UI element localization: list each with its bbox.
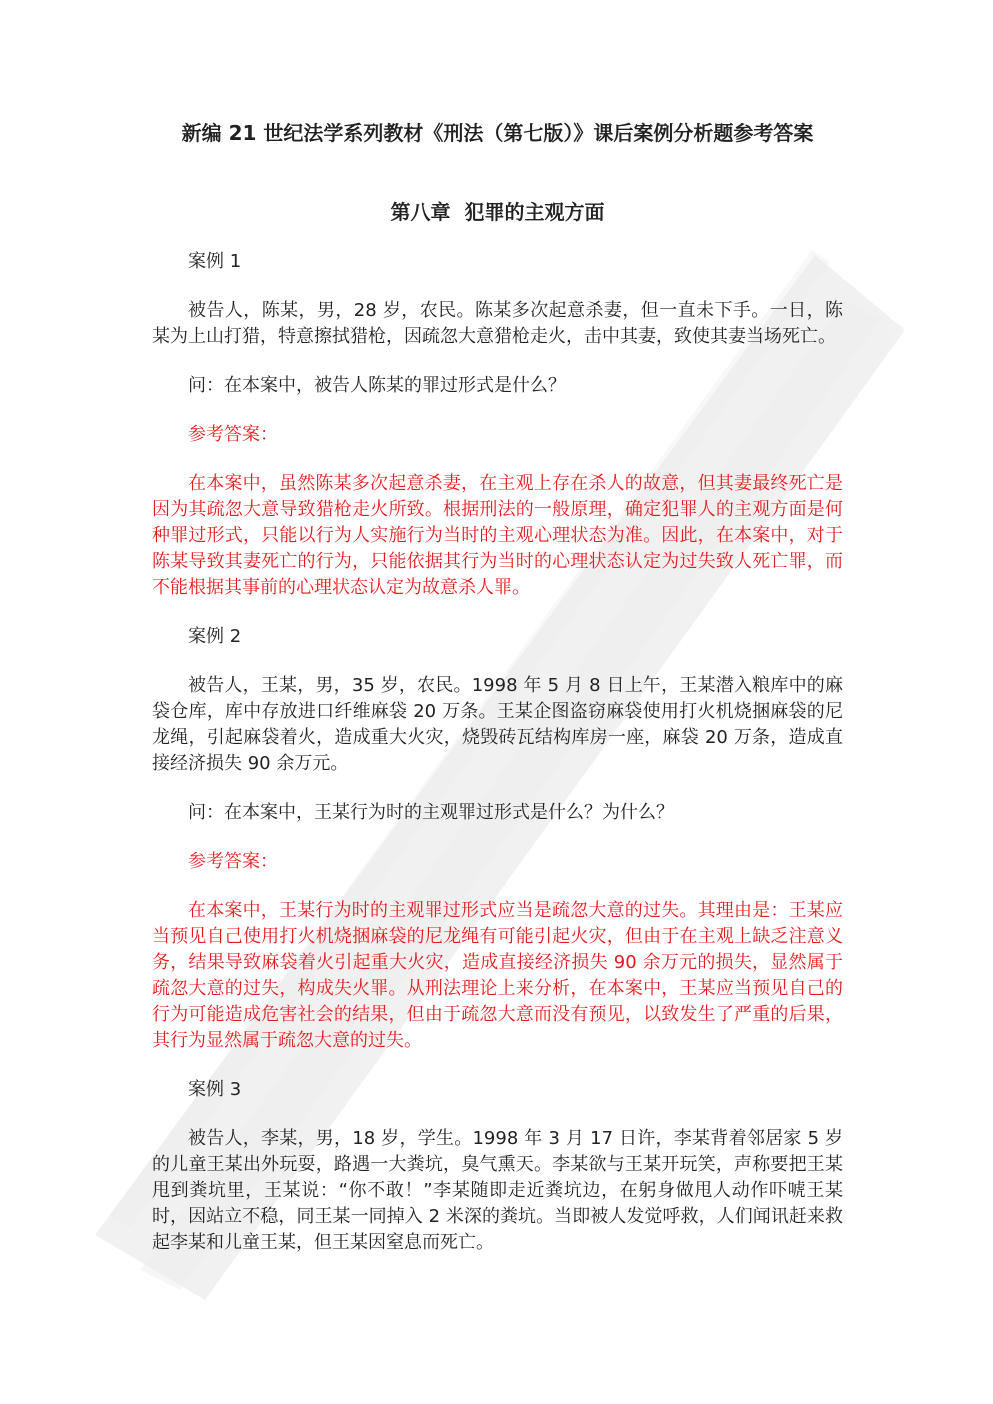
case-3-label: 案例 3	[188, 1079, 242, 1100]
document-title: 新编 21 世纪法学系列教材《刑法（第七版）》课后案例分析题参考答案	[181, 121, 814, 145]
case-1-answer-label: 参考答案：	[188, 424, 278, 445]
case-1-facts: 被告人，陈某，男，28 岁，农民。陈某多次起意杀妻，但一直未下手。一日，陈某为上山打猎，特意擦拭猎枪，因疏忽大意猎枪走火，击中其妻，致使其妻当场死亡。	[152, 300, 843, 347]
case-2-answer-label: 参考答案：	[188, 851, 278, 872]
case-2-answer: 在本案中，王某行为时的主观罪过形式应当是疏忽大意的过失。其理由是：王某应当预见自己使用打火机烧捆麻袋的尼龙绳有可能引起火灾，但由于在主观上缺乏注意义务，结果导致麻袋着火引起重大火灾，造成直接经济损失 90 余万元的损失，显然属于疏忽大意的过失，构成失火罪。从刑法理论上来分析，在本案中，王某应当预见自己的行为可能造成危害社会的结果，但由于疏忽大意而没有预见，以致发生了严重的后果，其行为显然属于疏忽大意的过失。	[152, 900, 843, 1051]
case-2-question: 问：在本案中，王某行为时的主观罪过形式是什么？为什么？	[188, 802, 674, 823]
case-2-label: 案例 2	[188, 626, 242, 647]
case-3-facts: 被告人，李某，男，18 岁，学生。1998 年 3 月 17 日许，李某背着邻居家 5 岁的儿童王某出外玩耍，路遇一大粪坑，臭气熏天。李某欲与王某开玩笑，声称要把王某甩到粪坑里，王某说：“你不敢！”李某随即走近粪坑边，在躬身做甩人动作吓唬王某时，因站立不稳，同王某一同掉入 2 米深的粪坑。当即被人发觉呼救，人们闻讯赶来救起李某和儿童王某，但王某因窒息而死亡。	[152, 1128, 843, 1253]
document-page	[152, 118, 843, 1279]
case-1-answer: 在本案中，虽然陈某多次起意杀妻，在主观上存在杀人的故意，但其妻最终死亡是因为其疏忽大意导致猎枪走火所致。根据刑法的一般原理，确定犯罪人的主观方面是何种罪过形式，只能以行为人实施行为当时的主观心理状态为准。因此，在本案中，对于陈某导致其妻死亡的行为，只能依据其行为当时的心理状态认定为过失致人死亡罪，而不能根据其事前的心理状态认定为故意杀人罪。	[152, 473, 843, 598]
case-2-facts: 被告人，王某，男，35 岁，农民。1998 年 5 月 8 日上午，王某潜入粮库中的麻袋仓库，库中存放进口纤维麻袋 20 万条。王某企图盗窃麻袋使用打火机烧捆麻袋的尼龙绳，引起麻袋着火，造成重大火灾，烧毁砖瓦结构库房一座，麻袋 20 万条，造成直接经济损失 90 余万元。	[152, 675, 843, 774]
case-1-label: 案例 1	[188, 251, 242, 272]
case-1-question: 问：在本案中，被告人陈某的罪过形式是什么？	[188, 375, 566, 396]
chapter-title: 第八章 犯罪的主观方面	[390, 200, 605, 224]
